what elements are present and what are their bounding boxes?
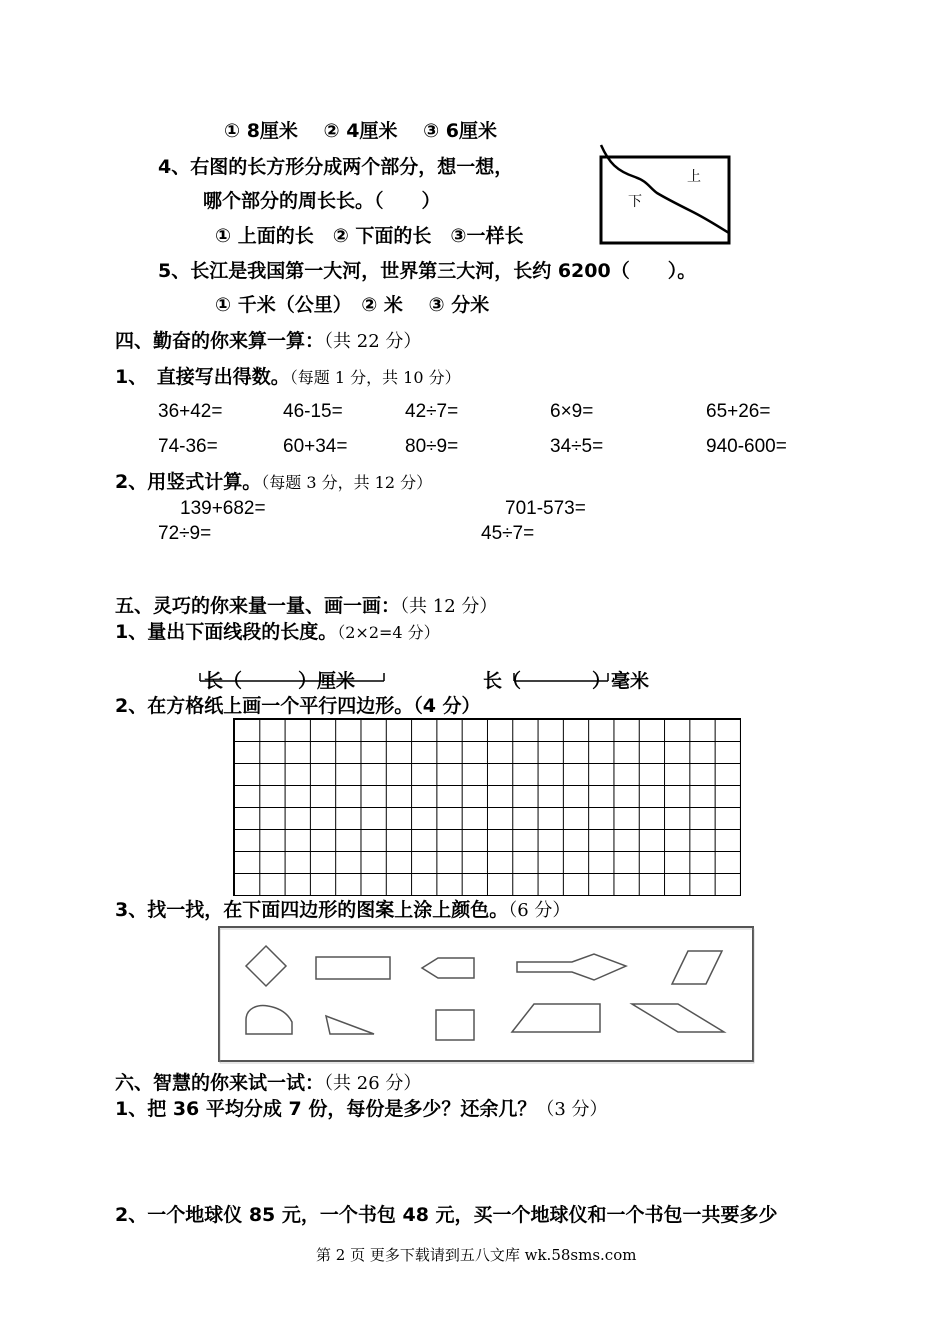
sec6-q1-text: 1、把 36 平均分成 7 份，每份是多少？还余几？ xyxy=(115,1098,537,1120)
sec4-title xyxy=(115,329,421,354)
sec6-q1 xyxy=(115,1097,608,1122)
shape-right-triangle[interactable] xyxy=(326,1016,374,1034)
segment-2-label-b: ）毫米 xyxy=(592,670,650,692)
fig-label-up: 上 xyxy=(687,169,701,185)
sec5-q3 xyxy=(115,898,570,923)
sec6-score: （共 26 分） xyxy=(324,1073,422,1094)
segment-1-label-b: ）厘米 xyxy=(298,670,356,692)
vert-calc-4: 45÷7= xyxy=(481,523,535,544)
shape-trapezoid[interactable] xyxy=(512,1004,600,1032)
sec5-q1-title: 1、量出下面线段的长度。 xyxy=(115,621,338,643)
shape-parallelogram-1[interactable] xyxy=(672,951,722,984)
shape-diamond[interactable] xyxy=(246,946,286,986)
sec5-q1-note: （2×2=4 分） xyxy=(337,623,440,642)
sec4-q1-note: （每题 1 分，共 10 分） xyxy=(289,368,461,387)
calc-r2-5: 940-600= xyxy=(706,436,787,457)
sec5-score: （共 12 分） xyxy=(400,596,498,617)
q3-options: ① 8厘米 ② 4厘米 ③ 6厘米 xyxy=(224,120,497,142)
sec4-q2-title: 2、用竖式计算。 xyxy=(115,471,262,493)
sec6-title xyxy=(115,1071,421,1096)
sec5-q2-title: 2、在方格纸上画一个平行四边形。（4 分） xyxy=(115,695,481,717)
fig-label-down: 下 xyxy=(628,194,642,210)
shape-rectangle[interactable] xyxy=(316,957,390,979)
sec5-title xyxy=(115,594,497,619)
calc-r2-3: 80÷9= xyxy=(405,436,459,457)
shape-parallelogram-2[interactable] xyxy=(632,1004,724,1032)
calc-r2-1: 74-36= xyxy=(158,436,218,457)
segment-2-label-a: 长（ xyxy=(483,670,522,692)
vert-calc-1: 139+682= xyxy=(180,498,266,519)
sec5-q3-note: （6 分） xyxy=(508,900,571,921)
calc-r1-3: 42÷7= xyxy=(405,401,459,422)
calc-r2-2: 60+34= xyxy=(283,436,348,457)
grid-paper[interactable] xyxy=(233,718,741,896)
vert-calc-2: 701-573= xyxy=(505,498,586,519)
shape-square[interactable] xyxy=(436,1010,474,1040)
shapes-panel xyxy=(216,924,756,1066)
sec6-q2: 2、一个地球仪 85 元，一个书包 48 元，买一个地球仪和一个书包一共要多少 xyxy=(115,1204,778,1226)
sec4-title-text: 四、勤奋的你来算一算： xyxy=(115,330,325,352)
segment-1-label-a: 长（ xyxy=(204,670,243,692)
sec5-title-text: 五、灵巧的你来量一量、画一画： xyxy=(115,595,401,617)
q5-options: ① 千米（公里） ② 米 ③ 分米 xyxy=(215,294,490,316)
q4-options: ① 上面的长 ② 下面的长 ③一样长 xyxy=(215,225,524,247)
sec5-q1 xyxy=(115,620,440,645)
calc-r1-5: 65+26= xyxy=(706,401,771,422)
calc-r1-4: 6×9= xyxy=(550,401,594,422)
rectangle-figure xyxy=(595,143,735,248)
sec4-q2-note: （每题 3 分，共 12 分） xyxy=(261,473,433,492)
q4-line2: 哪个部分的周长长。（ ） xyxy=(203,190,441,212)
calc-r2-4: 34÷5= xyxy=(550,436,604,457)
q5-line1: 5、长江是我国第一大河，世界第三大河，长约 6200（ ）。 xyxy=(158,260,697,282)
page-footer: 第 2 页 更多下载请到五八文库 wk.58sms.com xyxy=(316,1246,637,1264)
shape-arch[interactable] xyxy=(246,1006,292,1034)
q4-line1: 4、右图的长方形分成两个部分，想一想， xyxy=(158,156,514,178)
calc-r1-1: 36+42= xyxy=(158,401,223,422)
sec4-q1-title: 1、 直接写出得数。 xyxy=(115,366,290,388)
sec6-title-text: 六、智慧的你来试一试： xyxy=(115,1072,325,1094)
sec4-q2 xyxy=(115,470,432,495)
shape-kite-stick[interactable] xyxy=(517,954,626,980)
sec5-q3-title: 3、找一找，在下面四边形的图案上涂上颜色。 xyxy=(115,899,509,921)
sec4-score: （共 22 分） xyxy=(324,331,422,352)
vert-calc-3: 72÷9= xyxy=(158,523,212,544)
sec4-q1 xyxy=(115,365,461,390)
sec6-q1-note: （3 分） xyxy=(536,1099,608,1120)
calc-r1-2: 46-15= xyxy=(283,401,343,422)
shape-pentagon-arrow[interactable] xyxy=(422,958,474,978)
